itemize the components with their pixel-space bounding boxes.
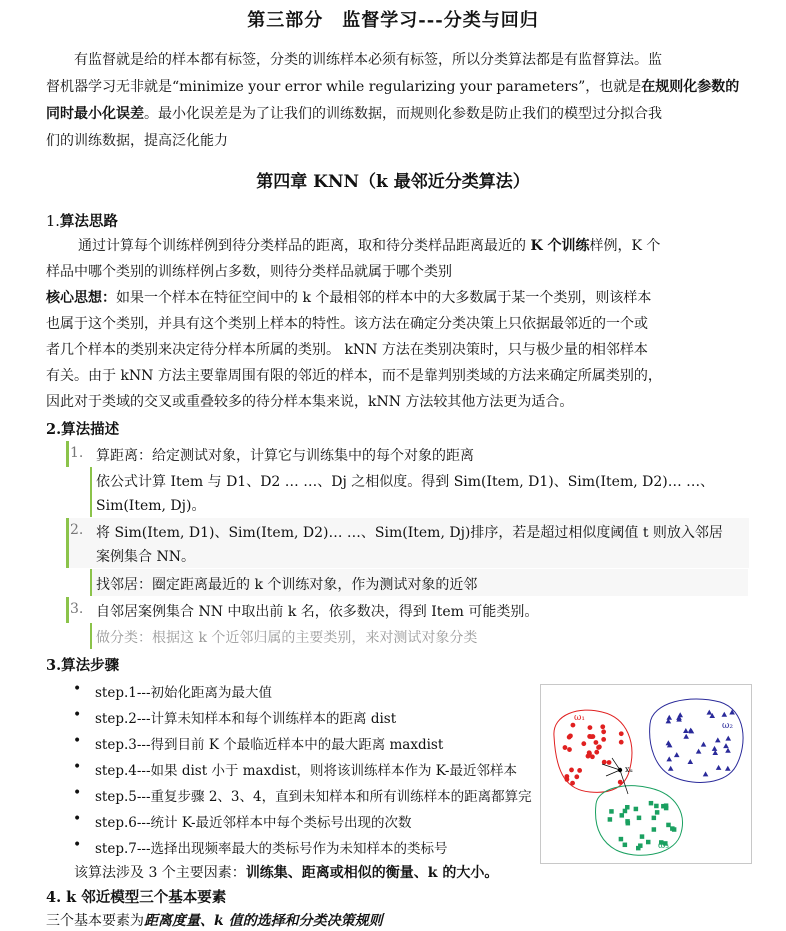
w3-sample-point <box>608 817 613 822</box>
core-idea-line-3: 者几个样本的类别来决定待分样本所属的类别。 kNN 方法在类别决策时，只与极少量的相邻样本 <box>46 342 648 358</box>
w3-sample-point <box>652 816 657 821</box>
core-idea-line-4: 有关。由于 kNN 方法主要靠周围有限的邻近的样本，而不是靠判别类域的方法来确定所属类别的， <box>46 368 662 384</box>
s1-p1a: 通过计算每个训练样例到待分类样品的距离，取和待分类样品距离最近的 <box>78 238 531 254</box>
intro-line-4: 们的训练数据，提高泛化能力 <box>46 133 228 149</box>
step-6: step.6---统计 K-最近邻样本中每个类标号出现的次数 <box>95 815 412 831</box>
w3-sample-point <box>620 813 625 818</box>
w1-sample-point <box>618 780 623 785</box>
w1-sample-point <box>563 745 568 750</box>
core-idea-text-1: 如果一个样本在特征空间中的 k 个最相邻的样本中的大多数属于某一个类别，则该样本 <box>116 290 652 306</box>
w1-sample-point <box>568 733 573 738</box>
step-bullet: • <box>73 759 82 775</box>
knn-diagram-frame <box>541 685 752 864</box>
w1-sample-point <box>619 731 624 736</box>
w3-sample-point <box>654 804 659 809</box>
section-3-title: 3.算法步骤 <box>46 657 120 674</box>
w1-sample-point <box>601 737 606 742</box>
step-4: step.4---如果 dist 小于 maxdist，则将该训练样本作为 K-最近邻样本 <box>95 763 517 779</box>
w3-sample-point <box>637 816 642 821</box>
desc-item-3-number: 3. <box>70 601 84 617</box>
desc-item-1-number: 1. <box>70 445 84 461</box>
section-4-title-a: 4. k <box>46 889 82 906</box>
label-w3: ω₃ <box>658 841 669 851</box>
w3-sample-point <box>623 843 628 848</box>
query-point <box>618 768 622 772</box>
core-idea-label: 核心思想： <box>46 290 116 306</box>
step-3: step.3---得到目前 K 个最临近样本中的最大距离 maxdist <box>95 737 444 753</box>
section-1-title: 算法思路 <box>59 213 118 230</box>
intro-line-3-bold: 同时最小化误差 <box>46 106 144 122</box>
w1-sample-point <box>577 768 582 773</box>
step-5: step.5---重复步骤 2、3、4，直到未知样本和所有训练样本的距离都算完 <box>95 789 532 805</box>
w1-sample-point <box>571 723 576 728</box>
step-bullet: • <box>73 785 82 801</box>
w1-sample-point <box>574 774 579 779</box>
intro-line-1: 有监督就是给的样本都有标签，分类的训练样本必须有标签，所以分类算法都是有监督算法。监 <box>74 52 662 68</box>
w3-sample-point <box>652 827 657 832</box>
three-factors-line <box>74 862 498 882</box>
w3-sample-point <box>625 805 630 810</box>
section-4-title <box>46 886 226 907</box>
section-1-heading <box>46 210 118 231</box>
step-1: step.1---初始化距离为最大值 <box>95 685 273 701</box>
desc-item-1-sub-line-2: Sim(Item, Dj)。 <box>96 498 206 514</box>
w1-sample-point <box>588 725 593 730</box>
section-1-number: 1. <box>46 214 60 230</box>
section-4-body-text: 三个基本要素为 <box>46 913 144 929</box>
w1-sample-point <box>619 740 624 745</box>
s1-para-line-2: 样品中哪个类别的训练样例占多数，则待分类样品就属于哪个类别 <box>46 264 452 280</box>
w3-sample-point <box>666 823 671 828</box>
w1-sample-point <box>570 781 575 786</box>
desc-item-2-text-1: 将 Sim(Item, D1)、Sim(Item, D2)… …、Sim(Item, Dj)排序，若是超过相似度阈值 t 则放入邻居 <box>96 525 723 541</box>
w1-sample-point <box>594 750 599 755</box>
three-factors-bold: 训练集、距离或相似的衡量、k 的大小。 <box>245 865 499 881</box>
core-idea-line-2: 也属于这个类别，并具有这个类别上样本的特性。该方法在确定分类决策上只依据最邻近的一个或 <box>46 316 648 332</box>
intro-line-3-text: 。最小化误差是为了让我们的训练数据，而规则化参数是防止我们的模型过分拟合我 <box>144 106 662 122</box>
w1-sample-point <box>597 745 602 750</box>
w3-sample-point <box>640 834 645 839</box>
intro-line-2 <box>46 74 746 101</box>
three-factors-text: 该算法涉及 3 个主要因素： <box>74 865 246 881</box>
desc-item-2-number: 2. <box>70 522 84 538</box>
desc-item-3-sub: 做分类：根据这 k 个近邻归属的主要类别，来对测试对象分类 <box>96 630 478 646</box>
w3-sample-point <box>655 810 660 815</box>
s1-p1c: 样例，K 个 <box>589 238 661 254</box>
intro-line-2-text: 督机器学习无非就是“minimize your error while regularizing your parameters”，也就是 <box>46 79 642 95</box>
w3-sample-point <box>636 846 641 851</box>
w3-sample-point <box>634 807 639 812</box>
label-w1: ω₁ <box>574 713 585 723</box>
intro-line-2-bold: 在规则化参数的 <box>641 79 740 95</box>
core-idea-line-1 <box>46 285 746 312</box>
w1-sample-point <box>567 747 572 752</box>
s1-para-line-1 <box>78 233 746 260</box>
section-4-body <box>46 910 383 930</box>
section-2-title: 2.算法描述 <box>46 421 120 438</box>
step-2: step.2---计算未知样本和每个训练样本的距离 dist <box>95 711 397 727</box>
section-4-title-b: 邻近模型三个基本要素 <box>81 889 227 906</box>
step-bullet: • <box>73 837 82 853</box>
w1-sample-point <box>587 750 592 755</box>
step-bullet: • <box>73 733 82 749</box>
s1-p1b: K 个训练 <box>530 238 590 254</box>
desc-item-1-sub-line-1: 依公式计算 Item 与 D1、D2 … …、Dj 之相似度。得到 Sim(Item, D1)、Sim(Item, D2)… …、 <box>96 474 715 490</box>
w1-sample-point <box>600 724 605 729</box>
query-point-label: xᵤ <box>625 765 633 774</box>
w1-sample-point <box>589 734 594 739</box>
step-bullet: • <box>73 707 82 723</box>
knn-diagram <box>540 684 752 864</box>
w3-sample-point <box>625 819 630 824</box>
step-bullet: • <box>73 811 82 827</box>
w1-sample-point <box>565 777 570 782</box>
part-title: 第三部分 监督学习---分类与回归 <box>247 10 539 31</box>
intro-line-3 <box>46 101 746 128</box>
step-7: step.7---选择出现频率最大的类标号作为未知样本的类标号 <box>95 841 448 857</box>
w3-sample-point <box>649 801 654 806</box>
w1-sample-point <box>594 740 599 745</box>
desc-item-2-sub: 找邻居：圈定距离最近的 k 个训练对象，作为测试对象的近邻 <box>96 577 478 593</box>
chapter-title: 第四章 KNN（k 最邻近分类算法） <box>256 172 530 192</box>
w3-sample-point <box>646 840 651 845</box>
w1-sample-point <box>607 760 612 765</box>
w1-sample-point <box>601 729 606 734</box>
desc-item-1-text: 算距离：给定测试对象，计算它与训练集中的每个对象的距离 <box>96 448 474 464</box>
w1-sample-point <box>602 760 607 765</box>
w1-sample-point <box>569 768 574 773</box>
w3-sample-point <box>670 826 675 831</box>
w3-sample-point <box>664 806 669 811</box>
w3-sample-point <box>619 837 624 842</box>
desc-item-2-text-2: 案例集合 NN。 <box>96 549 195 565</box>
desc-item-3-text: 自邻居案例集合 NN 中取出前 k 名，依多数决，得到 Item 可能类别。 <box>96 604 539 620</box>
label-w2: ω₂ <box>722 721 733 731</box>
w3-sample-point <box>609 809 614 814</box>
w1-sample-point <box>581 741 586 746</box>
core-idea-line-5: 因此对于类域的交叉或重叠较多的待分样本集来说，kNN 方法较其他方法更为适合。 <box>46 394 574 410</box>
step-bullet: • <box>73 681 82 697</box>
section-4-body-bold: 距离度量、k 值的选择和分类决策规则 <box>144 913 383 929</box>
